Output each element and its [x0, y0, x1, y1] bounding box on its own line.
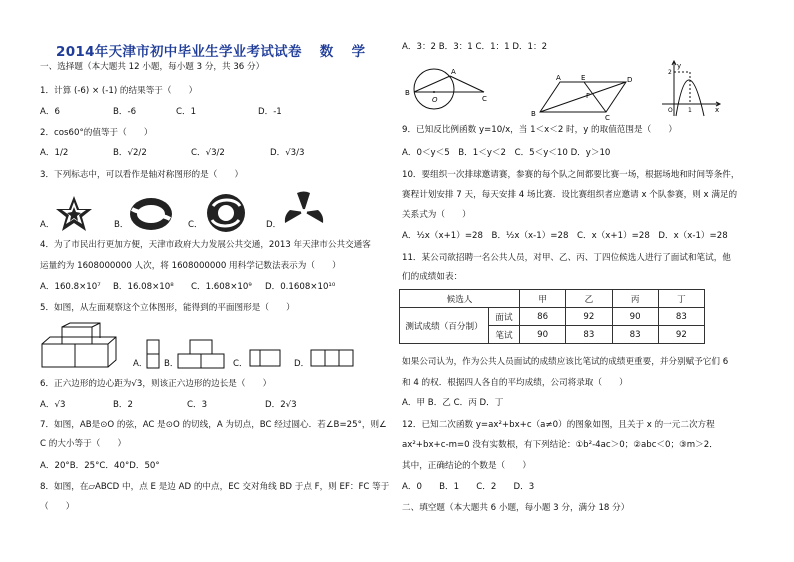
q7-circle-figure [402, 64, 492, 110]
table-row-label: 面试 [489, 308, 520, 326]
q4-option-d[interactable]: D．0.1608×10¹⁰ [265, 282, 336, 292]
q1-option-b[interactable]: B．-6 [113, 107, 137, 117]
q5-option-b-figure [177, 339, 225, 369]
parabola-x-label: x [715, 106, 720, 114]
q3-option-c[interactable]: C． [188, 220, 203, 230]
q11-after-line-1: 如果公司认为，作为公共人员面试的成绩应该比笔试的成绩更重要，并分别赋予它们 6 [402, 357, 729, 367]
q8-stem-line-1: 8．如图，在▱ABCD 中，点 E 是边 AD 的中点，EC 交对角线 BD 于点 F，则 EF：FC 等于 [40, 482, 390, 492]
q6-option-b[interactable]: B．2 [113, 400, 133, 410]
q10-stem-line-1: 10．要组织一次排球邀请赛，参赛的每个队之间都要比赛一场，根据场地和时间等条件， [402, 170, 740, 180]
title-main: 2014年天津市初中毕业生学业考试试卷 [56, 44, 302, 60]
para-label-e: E [581, 74, 586, 82]
parabola-y-label: y [677, 62, 682, 70]
q3-stem: 3．下列标志中，可以看作是轴对称图形的是（ ） [40, 170, 244, 180]
table-header-cell: 丙 [612, 290, 658, 308]
q4-option-a[interactable]: A．160.8×10⁷ [40, 282, 101, 292]
circle-label-c: C [482, 95, 487, 103]
q3-option-a[interactable]: A． [40, 220, 55, 230]
q4-option-b[interactable]: B．16.08×10⁸ [113, 282, 174, 292]
q5-option-a[interactable]: A． [133, 359, 148, 369]
parabola-x-tick: 1 [688, 107, 692, 114]
q1-option-d[interactable]: D．-1 [258, 107, 282, 117]
q5-option-a-figure [146, 339, 160, 369]
table-header-cell: 候选人 [400, 290, 520, 308]
q4-stem-line-1: 4．为了市民出行更加方便，天津市政府大力发展公共交通，2013 年天津市公共交通客 [40, 240, 371, 250]
q7-options[interactable]: A．20°B．25°C．40°D．50° [40, 461, 160, 471]
section-1-heading: 一、选择题（本大题共 12 小题，每小题 3 分，共 36 分） [40, 62, 265, 72]
q1-option-c[interactable]: C．1 [176, 107, 197, 117]
q3-logo-d-propeller-icon [282, 190, 326, 234]
q12-stem-line-2: ax²+bx+c-m=0 没有实数根，有下列结论：①b²-4ac＞0；②abc＜0；③m＞2． [402, 440, 718, 450]
q11-after-line-2: 和 4 的权．根据四人各自的平均成绩，公司将录取（ ） [402, 378, 628, 388]
q5-option-d-figure [310, 349, 354, 367]
q9-options[interactable]: A．0＜y＜5 B．1＜y＜2 C．5＜y＜10 D．y＞10 [402, 148, 611, 158]
para-label-a: A [556, 74, 561, 82]
q7-stem-line-1: 7．如图，AB是⊙O 的弦，AC 是⊙O 的切线，A 为切点，BC 经过圆心．若∠B=25°，则∠ [40, 420, 387, 430]
table-cell: 83 [566, 326, 612, 344]
q11-stem-line-2: 们的成绩如表： [402, 272, 463, 282]
table-group-label: 测试成绩（百分制） [400, 308, 489, 344]
table-cell: 83 [612, 326, 658, 344]
q5-option-c-figure [249, 349, 281, 367]
q1-option-a[interactable]: A．6 [40, 107, 60, 117]
q11-stem-line-1: 11．某公司欲招聘一名公共人员，对甲、乙、丙、丁四位候选人进行了面试和笔试，他 [402, 253, 731, 263]
q7-stem-line-2: C 的大小等于（ ） [40, 439, 127, 449]
q6-option-c[interactable]: C．3 [187, 400, 208, 410]
circle-label-b: B [405, 89, 410, 97]
q6-option-d[interactable]: D．2√3 [265, 400, 297, 410]
table-header-row [400, 290, 705, 308]
table-cell: 90 [612, 308, 658, 326]
q2-option-c[interactable]: C．√3/2 [191, 148, 225, 158]
table-cell: 90 [520, 326, 566, 344]
table-cell: 92 [658, 326, 704, 344]
q5-solid-figure [40, 322, 130, 370]
q2-option-a[interactable]: A．1/2 [40, 148, 69, 158]
table-header-cell: 乙 [566, 290, 612, 308]
parabola-origin-label: O [668, 107, 673, 114]
q10-stem-line-3: 关系式为（ ） [402, 210, 471, 220]
q10-stem-line-2: 赛程计划安排 7 天，每天安排 4 场比赛．设比赛组织者应邀请 x 个队参赛，则 x 满足的 [402, 190, 738, 200]
q12-options[interactable]: A．0 B．1 C．2 D．3 [402, 482, 535, 492]
q5-option-c[interactable]: C． [233, 359, 248, 369]
q3-logo-c-swirl-icon [205, 192, 247, 234]
title-subject-2: 学 [351, 44, 366, 60]
q3-logo-a-star-icon [52, 194, 96, 236]
table-header-cell: 丁 [658, 290, 704, 308]
q8-parallelogram-figure [526, 70, 636, 120]
circle-label-o: O [432, 96, 438, 104]
q8-stem-line-2: （ ） [40, 502, 75, 512]
table-row [400, 308, 705, 326]
circle-label-a: A [451, 68, 456, 76]
q12-stem-line-1: 12．已知二次函数 y=ax²+bx+c（a≠0）的图象如图，且关于 x 的一元二次方程 [402, 420, 715, 430]
para-label-b: B [531, 110, 536, 118]
section-2-heading: 二、填空题（本大题共 6 小题，每小题 3 分，满分 18 分） [402, 503, 630, 513]
left-column [0, 0, 390, 562]
q2-option-b[interactable]: B．√2/2 [113, 148, 147, 158]
q4-stem-line-2: 运量约为 1608000000 人次，将 1608000000 用科学记数法表示为（ ） [40, 261, 341, 271]
q3-logo-b-ring-icon [128, 195, 174, 233]
q2-stem: 2．cos60°的值等于（ ） [40, 128, 153, 138]
q8-options[interactable]: A．3：2 B．3：1 C．1：1 D．1：2 [402, 42, 548, 52]
table-header-cell: 甲 [520, 290, 566, 308]
table-row-label: 笔试 [489, 326, 520, 344]
table-cell: 86 [520, 308, 566, 326]
q2-option-d[interactable]: D．√3/3 [270, 148, 305, 158]
q5-option-d[interactable]: D． [294, 359, 310, 369]
q6-stem: 6．正六边形的边心距为√3，则该正六边形的边长是（ ） [40, 379, 272, 389]
q12-stem-line-3: 其中，正确结论的个数是（ ） [402, 461, 531, 471]
q11-score-table [399, 289, 705, 344]
table-cell: 92 [566, 308, 612, 326]
q3-option-b[interactable]: B． [114, 220, 129, 230]
title-subject-1: 数 [319, 44, 334, 60]
parabola-peak-label: 2 [668, 69, 672, 76]
q4-option-c[interactable]: C．1.608×10⁹ [191, 282, 252, 292]
q5-option-b[interactable]: B． [164, 359, 179, 369]
para-label-f: F [586, 92, 591, 100]
q10-options[interactable]: A．½x（x+1）=28 B．½x（x-1）=28 C．x（x+1）=28 D．x（x-1）=28 [402, 231, 728, 241]
q1-stem: 1．计算 (-6) × (-1) 的结果等于（ ） [40, 86, 198, 96]
para-label-c: C [605, 114, 610, 120]
q9-stem: 9．已知反比例函数 y=10/x，当 1＜x＜2 时，y 的取值范围是（ ） [402, 125, 677, 135]
q6-option-a[interactable]: A．√3 [40, 400, 66, 410]
q11-options[interactable]: A．甲 B．乙 C．丙 D．丁 [402, 398, 504, 408]
table-cell: 83 [658, 308, 704, 326]
para-label-d: D [627, 76, 633, 84]
q5-stem: 5．如图，从左面观察这个立体图形，能得到的平面图形是（ ） [40, 303, 295, 313]
q3-option-d[interactable]: D． [266, 220, 282, 230]
q12-parabola-figure [660, 60, 722, 118]
